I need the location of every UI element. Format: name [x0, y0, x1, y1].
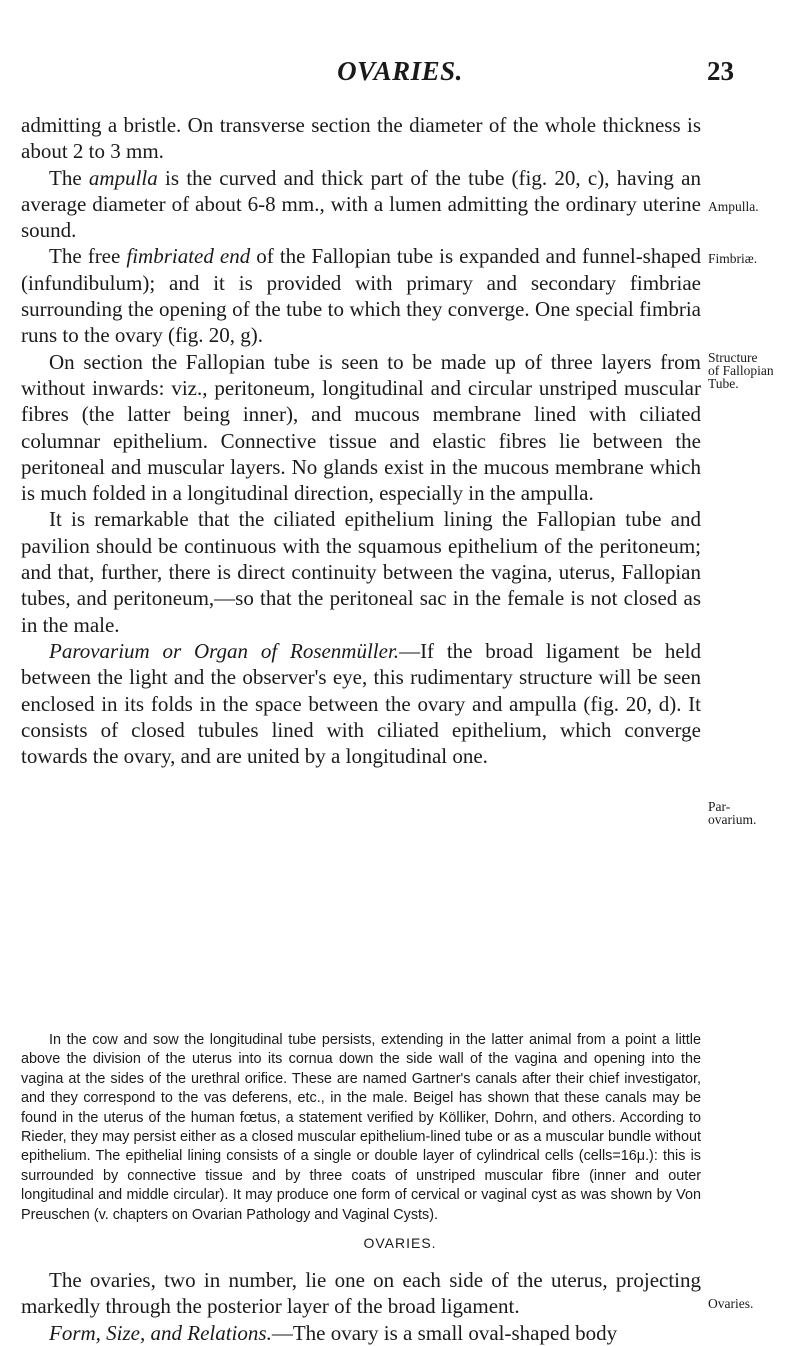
margin-note-parovarium-line-2: ovarium.: [708, 812, 757, 827]
margin-note-ampulla: Ampulla.: [708, 199, 759, 214]
term-fimbriated-end: fimbriated end: [126, 244, 251, 269]
page-number: 23: [707, 56, 734, 86]
term-form-size-relations: Form, Size, and Relations.: [49, 1320, 272, 1345]
term-parovarium: Parovarium or Organ of Rosenmüller.: [49, 638, 400, 663]
paragraph-form-size: [21, 1320, 701, 1346]
paragraph-ampulla-text: is the curved and thick part of the tube (fig. 20, c), having an average diameter of about 6-8 mm., with a lumen admitting the ordinary uterine sound.: [21, 165, 701, 243]
term-ampulla: ampulla: [88, 165, 158, 190]
section-heading-ovaries: OVARIES.: [363, 1235, 437, 1251]
paragraph-parovarium: [21, 638, 701, 769]
paragraph-bristle: admitting a bristle. On transverse section the diameter of the whole thickness is about 2 to 3 mm.: [21, 113, 701, 164]
paragraph-fimbriated-lead: The free: [49, 244, 127, 269]
paragraph-ovaries-intro: The ovaries, two in number, lie one on each side of the uterus, projecting markedly through the posterior layer of the broad ligament.: [21, 1268, 701, 1319]
margin-note-structure-line-3: Tube.: [708, 376, 739, 391]
margin-note-structure: [708, 351, 798, 390]
paragraph-structure: On section the Fallopian tube is seen to be made up of three layers from without inwards: viz., peritoneum, longitudinal and circular unstriped muscular fibres (the latter being inner), and mucous membrane lined with ciliated columnar epithelium. Connective tissue and elastic fibres lie between the peritoneal and muscular layers. No glands exist in the mucous membrane which is much folded in a longitudinal direction, especially in the ampulla.: [21, 349, 701, 506]
ovaries-text: [21, 1267, 701, 1346]
paragraph-fimbriated-end: [21, 243, 701, 348]
margin-note-fimbriae: Fimbriæ.: [708, 251, 758, 266]
paragraph-epithelium: It is remarkable that the ciliated epithelium lining the Fallopian tube and pavilion should be continuous with the squamous epithelium of the peritoneum; and that, further, there is direct continuity between the vagina, uterus, Fallopian tubes, and peritoneum,—so that the peritoneal sac in the female is not closed as in the male.: [21, 507, 701, 637]
margin-note-parovarium-line-1: Par-: [708, 799, 731, 814]
margin-note-structure-line-2: of Fallopian: [708, 363, 774, 378]
margin-note-ovaries: Ovaries.: [708, 1296, 754, 1311]
running-title: OVARIES.: [337, 56, 463, 86]
small-print-note: [21, 1031, 701, 1225]
paragraph-ampulla-lead: The: [49, 165, 89, 190]
margin-note-parovarium: [708, 800, 798, 826]
margin-note-structure-line-1: Structure: [708, 350, 758, 365]
main-text: [21, 112, 701, 769]
paragraph-ampulla: [21, 165, 701, 244]
paragraph-form-size-text: —The ovary is a small oval-shaped body: [271, 1320, 618, 1345]
paragraph-parovarium-text: —If the broad ligament be held between the light and the observer's eye, this rudimentary structure will be seen enclosed in its folds in the space between the ovary and ampulla (fig. 20, d). It consists of closed tubules lined with ciliated epithelium, which converge towards the ovary, and are united by a longitudinal one.: [21, 638, 701, 769]
small-print-paragraph: In the cow and sow the longitudinal tube persists, extending in the latter animal from a point a little above the division of the uterus into its cornua down the side wall of the vagina and opening into the vagina at the sides of the urethral orifice. These are named Gartner's canals after their chief investigator, and they correspond to the vas deferens, etc., in the male. Beigel has shown that these canals may be found in the uterus of the human fœtus, a statement verified by Kölliker, Dohrn, and others. According to Rieder, they may persist either as a closed muscular epithelium-lined tube or as a muscular bundle without epithelium. The epithelial lining consists of a single or double layer of cylindrical cells (cells=16μ.): this is surrounded by connective tissue and by three coats of unstriped muscular fibre (inner and outer longitudinal and middle circular). It may produce one form of cervical or vaginal cyst as was shown by Von Preuschen (v. chapters on Ovarian Pathology and Vaginal Cysts).: [21, 1032, 701, 1223]
paragraph-fimbriated-text: of the Fallopian tube is expanded and funnel-shaped (infundibulum); and it is provided with primary and secondary fimbriae surrounding the opening of the tube to which they converge. One special fimbria runs to the ovary (fig. 20, g).: [21, 244, 701, 348]
page-header: [0, 56, 800, 90]
